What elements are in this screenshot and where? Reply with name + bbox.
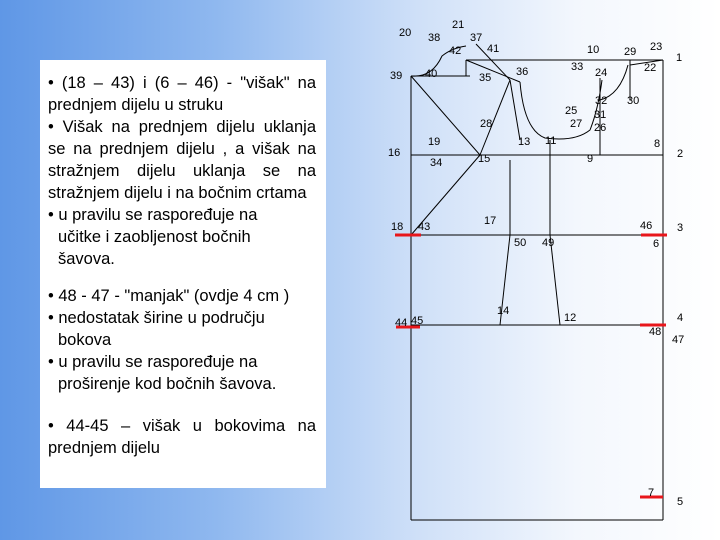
label-13: 13 — [518, 136, 531, 148]
pattern-outline — [411, 44, 663, 520]
label-38: 38 — [428, 32, 441, 44]
label-6: 6 — [653, 238, 660, 250]
label-18: 18 — [391, 221, 404, 233]
label-37: 37 — [470, 32, 483, 44]
label-19: 19 — [428, 136, 441, 148]
paragraph-side-seams-2: proširenje kod bočnih šavova. — [58, 375, 277, 393]
label-21: 21 — [452, 19, 465, 31]
label-27: 27 — [570, 118, 583, 130]
label-22: 22 — [644, 62, 657, 74]
label-26: 26 — [594, 122, 607, 134]
label-5: 5 — [677, 496, 684, 508]
highlight-marks — [395, 235, 667, 497]
label-33: 33 — [571, 61, 584, 73]
label-15: 15 — [478, 153, 491, 165]
label-14: 14 — [497, 305, 510, 317]
label-7: 7 — [648, 487, 655, 499]
paragraph-width-deficit-2: bokova — [58, 331, 112, 349]
armhole-curve — [520, 80, 602, 139]
label-46: 46 — [640, 220, 653, 232]
paragraph-waist-excess: • (18 – 43) i (6 – 46) - "višak" na prednjem dijelu u struku — [48, 74, 316, 114]
label-12: 12 — [564, 312, 577, 324]
label-48: 48 — [649, 326, 662, 338]
label-41: 41 — [487, 43, 500, 55]
paragraph-hip-excess: • 44-45 – višak u bokovima na prednjem dijelu — [48, 417, 316, 457]
label-44: 44 — [395, 317, 408, 329]
paragraph-excess-removal: • Višak na prednjem dijelu uklanja se na prednjem dijelu , a višak na stražnjem dijelu uklanja se na stražnjem dijelu i na bočnim crtama — [48, 118, 316, 202]
label-43: 43 — [418, 221, 431, 233]
label-39: 39 — [390, 70, 403, 82]
label-3: 3 — [677, 222, 684, 234]
label-49: 49 — [542, 237, 555, 249]
label-17: 17 — [484, 215, 497, 227]
paragraph-width-deficit-1: • nedostatak širine u području — [48, 309, 265, 327]
label-35: 35 — [479, 72, 492, 84]
label-24: 24 — [595, 67, 608, 79]
label-8: 8 — [654, 138, 661, 150]
label-23: 23 — [650, 41, 663, 53]
label-47: 47 — [672, 334, 685, 346]
label-32: 32 — [595, 95, 608, 107]
paragraph-distribution-2: učitke i zaobljenost bočnih — [58, 228, 251, 246]
diagonal-guide-1 — [411, 76, 480, 155]
point-labels — [388, 19, 684, 508]
label-42: 42 — [449, 45, 462, 57]
paragraph-side-seams-1: • u pravilu se raspoređuje na — [48, 353, 258, 371]
label-25: 25 — [565, 105, 578, 117]
label-10: 10 — [587, 44, 600, 56]
label-36: 36 — [516, 66, 529, 78]
label-28: 28 — [480, 118, 493, 130]
paragraph-distribution-3: šavova. — [58, 250, 115, 268]
label-9: 9 — [587, 153, 594, 165]
label-30: 30 — [627, 95, 640, 107]
label-2: 2 — [677, 148, 684, 160]
label-11: 11 — [545, 135, 557, 147]
label-29: 29 — [624, 46, 637, 58]
label-40: 40 — [425, 68, 438, 80]
label-20: 20 — [399, 27, 412, 39]
label-45: 45 — [411, 315, 424, 327]
label-50: 50 — [514, 237, 527, 249]
label-1: 1 — [676, 52, 683, 64]
shoulder-line-front — [466, 60, 520, 82]
dart-line-right — [510, 80, 520, 140]
label-34: 34 — [430, 157, 443, 169]
label-31: 31 — [594, 109, 607, 121]
label-16: 16 — [388, 147, 401, 159]
paragraph-hip-shortage: • 48 - 47 - "manjak" (ovdje 4 cm ) — [48, 287, 290, 305]
label-4: 4 — [677, 312, 684, 324]
paragraph-distribution-1: • u pravilu se raspoređuje na — [48, 206, 258, 224]
